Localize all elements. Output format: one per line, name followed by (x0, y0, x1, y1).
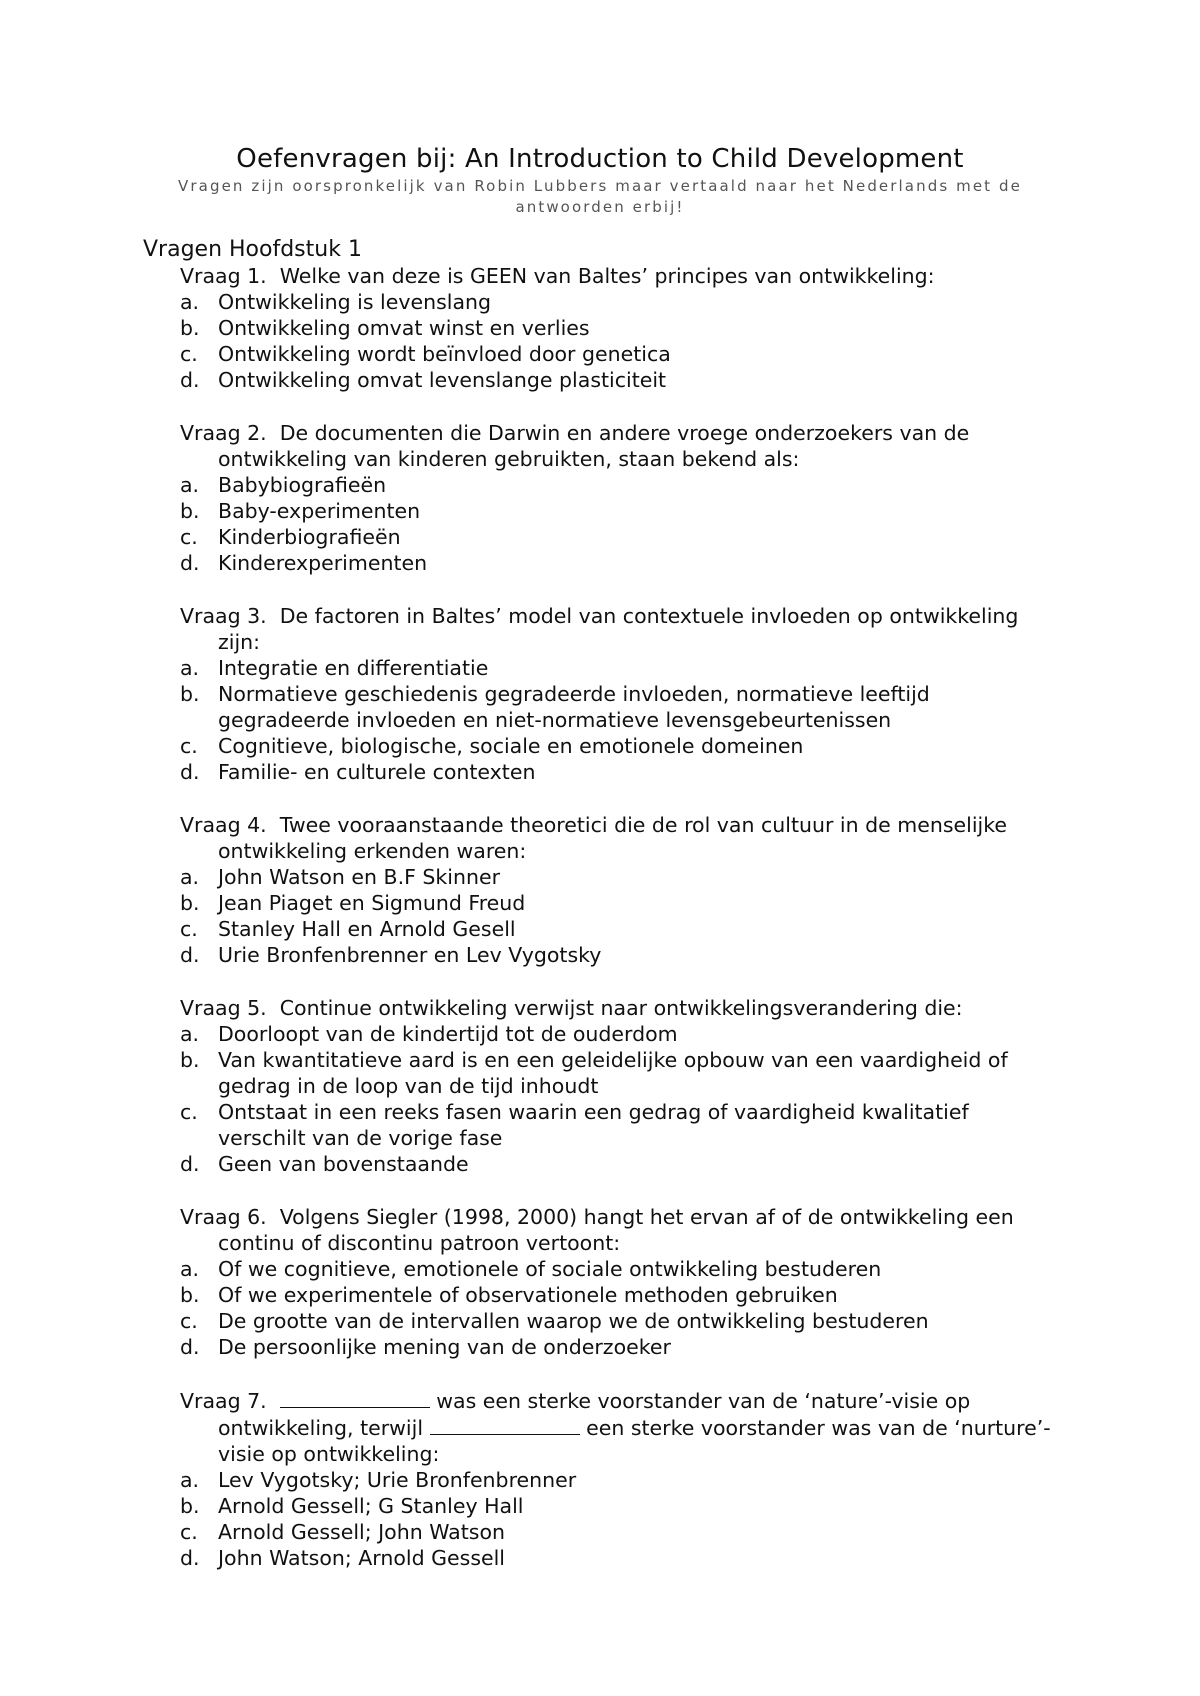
question-number: Vraag 6. (180, 1205, 267, 1229)
answer-option-b (180, 498, 1060, 524)
option-letter: d. (180, 368, 200, 392)
option-text: Arnold Gessell; John Watson (218, 1520, 505, 1544)
option-text: Of we cognitieve, emotionele of sociale ontwikkeling bestuderen (218, 1257, 882, 1281)
option-letter: b. (180, 891, 200, 915)
option-text: Kinderbiografieën (218, 525, 401, 549)
option-text: Stanley Hall en Arnold Gesell (218, 917, 516, 941)
question-stem (180, 603, 1060, 655)
answer-option-c (180, 524, 1060, 550)
answer-option-b (180, 1493, 1060, 1519)
chapter-heading: Vragen Hoofdstuk 1 (143, 237, 362, 262)
answer-option-d (180, 367, 1060, 393)
answer-options (180, 1021, 1060, 1177)
answer-option-c (180, 1308, 1060, 1334)
question-text-part2: een sterke voorstander was van de ‘nurture’-visie op ontwikkeling: (218, 1416, 1051, 1466)
option-letter: d. (180, 1546, 200, 1570)
answer-option-a (180, 1467, 1060, 1493)
option-letter: b. (180, 1283, 200, 1307)
question-text-part1: was een sterke voorstander van de ‘nature’-visie op ontwikkeling, terwijl (218, 1389, 971, 1440)
answer-option-c (180, 1519, 1060, 1545)
option-text: Baby-experimenten (218, 499, 421, 523)
document-subtitle: Vragen zijn oorspronkelijk van Robin Lubbers maar vertaald naar het Nederlands met de antwoorden erbij! (178, 177, 1022, 216)
fill-in-blank-1 (280, 1387, 430, 1408)
option-text: Kinderexperimenten (218, 551, 428, 575)
question-2 (180, 420, 1060, 576)
answer-option-d (180, 942, 1060, 968)
answer-option-a (180, 1256, 1060, 1282)
option-text: Ontwikkeling wordt beïnvloed door genetica (218, 342, 671, 366)
option-letter: c. (180, 734, 198, 758)
answer-option-a (180, 1021, 1060, 1047)
option-letter: a. (180, 1257, 200, 1281)
question-6 (180, 1204, 1060, 1360)
option-text: De persoonlijke mening van de onderzoeker (218, 1335, 671, 1359)
answer-options (180, 289, 1060, 393)
option-letter: a. (180, 656, 200, 680)
answer-options (180, 1256, 1060, 1360)
answer-option-d (180, 550, 1060, 576)
option-text: Arnold Gessell; G Stanley Hall (218, 1494, 524, 1518)
option-text: Lev Vygotsky; Urie Bronfenbrenner (218, 1468, 577, 1492)
option-text: John Watson; Arnold Gessell (218, 1546, 505, 1570)
option-letter: c. (180, 525, 198, 549)
answer-option-d (180, 759, 1060, 785)
option-letter: b. (180, 316, 200, 340)
question-5 (180, 995, 1060, 1177)
option-letter: b. (180, 1494, 200, 1518)
option-letter: a. (180, 865, 200, 889)
option-letter: a. (180, 473, 200, 497)
option-letter: a. (180, 1468, 200, 1492)
answer-option-d (180, 1545, 1060, 1571)
option-text: Cognitieve, biologische, sociale en emotionele domeinen (218, 734, 804, 758)
question-4 (180, 812, 1060, 968)
question-1 (180, 263, 1060, 393)
option-letter: b. (180, 1048, 200, 1072)
option-text: De grootte van de intervallen waarop we de ontwikkeling bestuderen (218, 1309, 929, 1333)
answer-option-b (180, 890, 1060, 916)
option-text: Integratie en differentiatie (218, 656, 489, 680)
answer-option-d (180, 1334, 1060, 1360)
answer-option-a (180, 864, 1060, 890)
question-stem (180, 1204, 1060, 1256)
answer-options (180, 655, 1060, 785)
option-text: Geen van bovenstaande (218, 1152, 469, 1176)
option-letter: c. (180, 917, 198, 941)
option-text: John Watson en B.F Skinner (218, 865, 500, 889)
question-text: De documenten die Darwin en andere vroege onderzoekers van de ontwikkeling van kinderen gebruikten, staan bekend als: (218, 421, 970, 471)
question-stem (180, 995, 1060, 1021)
option-letter: a. (180, 1022, 200, 1046)
question-number: Vraag 1. (180, 264, 267, 288)
option-letter: d. (180, 943, 200, 967)
option-text: Ontwikkeling omvat levenslange plasticiteit (218, 368, 667, 392)
question-stem (180, 420, 1060, 472)
question-stem (180, 812, 1060, 864)
question-number: Vraag 3. (180, 604, 267, 628)
option-letter: d. (180, 1335, 200, 1359)
question-text: De factoren in Baltes’ model van contextuele invloeden op ontwikkeling zijn: (218, 604, 1019, 654)
option-letter: d. (180, 551, 200, 575)
option-letter: c. (180, 342, 198, 366)
option-text: Normatieve geschiedenis gegradeerde invloeden, normatieve leeftijd gegradeerde invloeden en niet-normatieve levensgebeurtenissen (218, 682, 930, 732)
question-number: Vraag 4. (180, 813, 267, 837)
option-text: Ontwikkeling is levenslang (218, 290, 492, 314)
question-number: Vraag 2. (180, 421, 267, 445)
option-letter: d. (180, 760, 200, 784)
option-text: Doorloopt van de kindertijd tot de ouderdom (218, 1022, 678, 1046)
question-number: Vraag 5. (180, 996, 267, 1020)
option-text: Of we experimentele of observationele methoden gebruiken (218, 1283, 838, 1307)
option-letter: c. (180, 1100, 198, 1124)
answer-option-b (180, 681, 1060, 733)
answer-option-c (180, 916, 1060, 942)
answer-option-a (180, 289, 1060, 315)
answer-option-c (180, 341, 1060, 367)
question-text: Welke van deze is GEEN van Baltes’ principes van ontwikkeling: (279, 264, 935, 288)
question-number: Vraag 7. (180, 1389, 267, 1413)
option-text: Ontstaat in een reeks fasen waarin een gedrag of vaardigheid kwalitatief verschilt van de vorige fase (218, 1100, 969, 1150)
answer-option-c (180, 733, 1060, 759)
question-text: Twee vooraanstaande theoretici die de rol van cultuur in de menselijke ontwikkeling erkenden waren: (218, 813, 1007, 863)
answer-options (180, 864, 1060, 968)
answer-option-d (180, 1151, 1060, 1177)
question-list (180, 263, 1060, 1598)
question-text: Continue ontwikkeling verwijst naar ontwikkelingsverandering die: (279, 996, 963, 1020)
option-text: Urie Bronfenbrenner en Lev Vygotsky (218, 943, 602, 967)
question-stem (180, 1387, 1060, 1467)
option-letter: c. (180, 1309, 198, 1333)
question-7 (180, 1387, 1060, 1571)
option-letter: b. (180, 499, 200, 523)
question-stem (180, 263, 1060, 289)
option-text: Van kwantitatieve aard is en een geleidelijke opbouw van een vaardigheid of gedrag in de loop van de tijd inhoudt (218, 1048, 1008, 1098)
option-letter: a. (180, 290, 200, 314)
answer-option-c (180, 1099, 1060, 1151)
answer-options (180, 1467, 1060, 1571)
answer-option-b (180, 1047, 1060, 1099)
fill-in-blank-2 (430, 1414, 580, 1435)
option-text: Familie- en culturele contexten (218, 760, 536, 784)
answer-options (180, 472, 1060, 576)
document-title: Oefenvragen bij: An Introduction to Child Development (236, 144, 964, 174)
option-letter: c. (180, 1520, 198, 1544)
question-3 (180, 603, 1060, 785)
option-text: Babybiografieën (218, 473, 387, 497)
answer-option-a (180, 472, 1060, 498)
option-text: Jean Piaget en Sigmund Freud (218, 891, 526, 915)
option-letter: b. (180, 682, 200, 706)
answer-option-b (180, 315, 1060, 341)
option-letter: d. (180, 1152, 200, 1176)
option-text: Ontwikkeling omvat winst en verlies (218, 316, 590, 340)
answer-option-b (180, 1282, 1060, 1308)
question-text: Volgens Siegler (1998, 2000) hangt het ervan af of de ontwikkeling een continu of discontinu patroon vertoont: (218, 1205, 1014, 1255)
answer-option-a (180, 655, 1060, 681)
